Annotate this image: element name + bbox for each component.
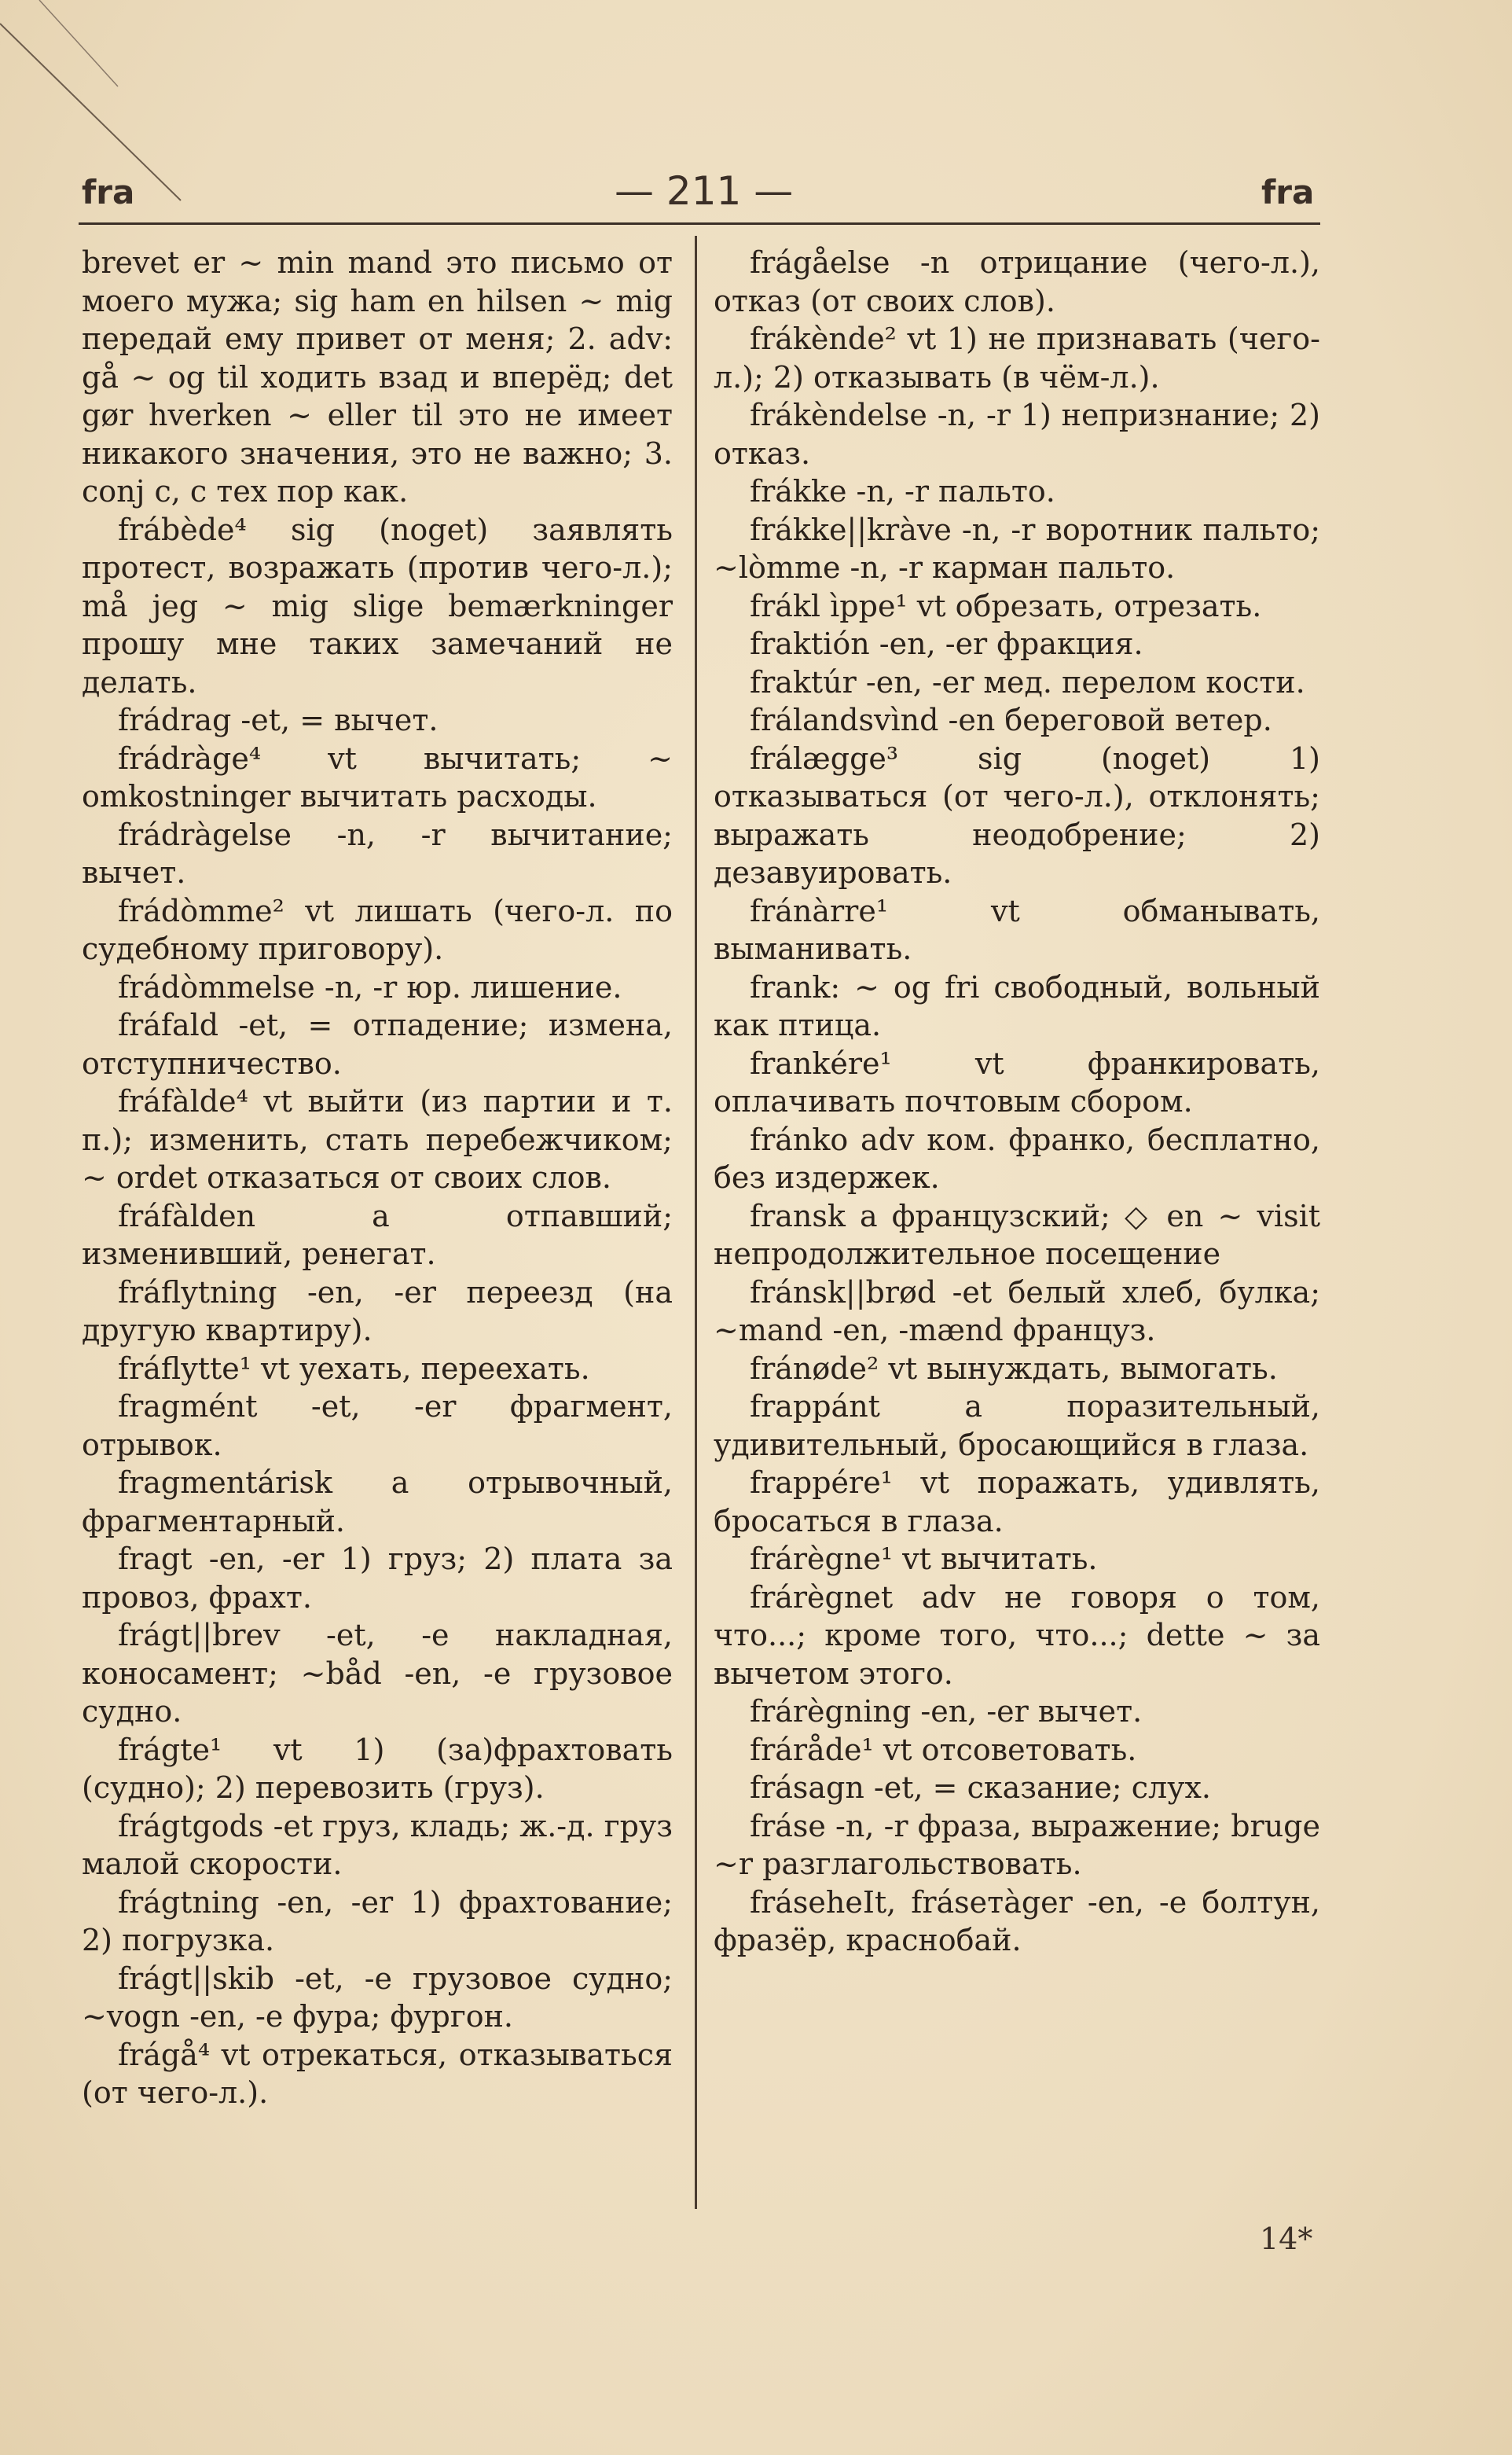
dictionary-entry: frappánt a поразительный, удивительный, бросающийся в глаза.: [714, 1389, 1320, 1462]
dictionary-entry: frágt||brev -et, -e накладная, коносамент; ~båd -en, -e грузовое судно.: [82, 1618, 673, 1729]
running-header: [0, 168, 1512, 228]
dictionary-entry: frákèndelse -n, -r 1) непризнание; 2) отказ.: [714, 398, 1320, 471]
dictionary-entry: frádòmmelse -n, -r юр. лишение.: [118, 969, 622, 1005]
dictionary-entry: frákke||kràve -n, -r воротник пальто; ~lòmme -n, -r карман пальто.: [714, 512, 1320, 585]
dictionary-entry: fránsk||brød -et белый хлеб, булка; ~mand -en, -mænd француз.: [714, 1274, 1320, 1347]
dictionary-entry: frank: ~ og fri свободный, вольный как птица.: [714, 969, 1320, 1042]
dictionary-entry: frábède⁴ sig (noget) заявлять протест, возражать (против чего-л.); må jeg ~ mig slige bemærkninger прошу мне таких замечаний не делать.: [82, 512, 673, 700]
dictionary-entry: frágtgods -et груз, кладь; ж.-д. груз малой скорости.: [82, 1808, 673, 1881]
dictionary-entry: frákènde² vt 1) не признавать (чего-л.); 2) отказывать (в чём-л.).: [714, 322, 1320, 395]
dictionary-entry: fráflytning -en, -er переезд (на другую квартиру).: [82, 1274, 673, 1347]
dictionary-entry: frágt||skib -et, -e грузовое судно; ~vogn -en, -e фура; фургон.: [82, 1961, 673, 2034]
dictionary-entry: frágå⁴ vt отрекаться, отказываться (от чего-л.).: [82, 2037, 673, 2110]
dictionary-entry: frankére¹ vt франкировать, оплачивать почтовым сбором.: [714, 1046, 1320, 1119]
header-guide-word-right: fra: [1261, 173, 1315, 211]
dictionary-entry: fráflytte¹ vt уехать, переехать.: [118, 1351, 590, 1386]
header-guide-word-left: fra: [82, 173, 135, 211]
dictionary-entry: fragmént -et, -er фрагмент, отрывок.: [82, 1389, 673, 1462]
dictionary-entry: fransk a французский; ◇ en ~ visit непродолжительное посещение: [714, 1198, 1320, 1271]
dictionary-entry: fráseheIt, fráseтàger -en, -e болтун, фразёр, краснобай.: [714, 1884, 1320, 1957]
dictionary-entry: frákl ìppe¹ vt обрезать, отрезать.: [750, 588, 1262, 623]
dictionary-entry: fragt -en, -er 1) груз; 2) плата за провоз, фрахт.: [82, 1542, 673, 1615]
page-number: — 211 —: [615, 168, 794, 214]
dictionary-entry: brevet er ~ min mand это письмо от моего мужа; sig ham en hilsen ~ mig передай ему привет от меня; 2. adv: gå ~ og til ходить взад и вперёд; det gør hverken ~ eller til это не имеет никакого значения, это не важно; 3. conj с, с тех пор как.: [82, 245, 673, 509]
dictionary-entry: frágte¹ vt 1) (за)фрахтовать (судно); 2) перевозить (груз).: [82, 1732, 673, 1805]
dictionary-entry: frásagn -et, = сказание; слух.: [750, 1770, 1211, 1805]
dictionary-entry: fraktión -en, -er фракция.: [750, 627, 1143, 661]
dictionary-entry: fráse -n, -r фраза, выражение; bruge ~r разглагольствовать.: [714, 1808, 1320, 1881]
signature-mark: 14*: [1260, 2222, 1313, 2256]
dictionary-entry: frárègnet adv не говоря о том, что...; кроме того, что...; dette ~ за вычетом этого.: [714, 1579, 1320, 1691]
dictionary-entry: frárègning -en, -er вычет.: [750, 1694, 1143, 1729]
dictionary-entry: frappére¹ vt поражать, удивлять, бросаться в глаза.: [714, 1465, 1320, 1538]
dictionary-entry: frálandsvìnd -en береговой ветер.: [750, 703, 1272, 737]
dictionary-entry: fraktúr -en, -er мед. перелом кости.: [750, 664, 1305, 700]
dictionary-entry: frágtning -en, -er 1) фрахтование; 2) погрузка.: [82, 1884, 673, 1957]
dictionary-entry: fránøde² vt вынуждать, вымогать.: [750, 1351, 1278, 1386]
dictionary-entry: fragmentárisk a отрывочный, фрагментарный.: [82, 1465, 673, 1538]
dictionary-entry: frádràgelse -n, -r вычитание; вычет.: [82, 817, 673, 890]
dictionary-entry: frálægge³ sig (noget) 1) отказываться (от чего-л.), отклонять; выражать неодобрение; 2) дезавуировать.: [714, 741, 1320, 890]
left-column: [82, 244, 673, 2112]
dictionary-entry: frádòmme² vt лишать (чего-л. по судебному приговору).: [82, 893, 673, 966]
dictionary-entry: fráfald -et, = отпадение; измена, отступничество.: [82, 1008, 673, 1081]
column-divider: [695, 236, 697, 2209]
dictionary-entry: frágåelse -n отрицание (чего-л.), отказ (от своих слов).: [714, 245, 1320, 318]
header-rule: [79, 222, 1320, 225]
dictionary-entry: frákke -n, -r пальто.: [750, 474, 1055, 509]
right-column: [714, 244, 1320, 1960]
dictionary-entry: fránàrre¹ vt обманывать, выманивать.: [714, 893, 1320, 966]
dictionary-entry: fránko adv ком. франко, бесплатно, без издержек.: [714, 1122, 1320, 1195]
dictionary-entry: frárègne¹ vt вычитать.: [750, 1542, 1098, 1576]
dictionary-entry: fráfàlde⁴ vt выйти (из партии и т. п.); изменить, стать перебежчиком; ~ ordet отказаться от своих слов.: [82, 1084, 673, 1195]
dictionary-entry: frádrag -et, = вычет.: [118, 703, 439, 737]
dictionary-entry: frárådе¹ vt отсоветовать.: [750, 1732, 1137, 1767]
dictionary-entry: fráfàlden a отпавший; изменивший, ренегат.: [82, 1198, 673, 1271]
dictionary-entry: frádràge⁴ vt вычитать; ~ omkostninger вычитать расходы.: [82, 741, 673, 814]
